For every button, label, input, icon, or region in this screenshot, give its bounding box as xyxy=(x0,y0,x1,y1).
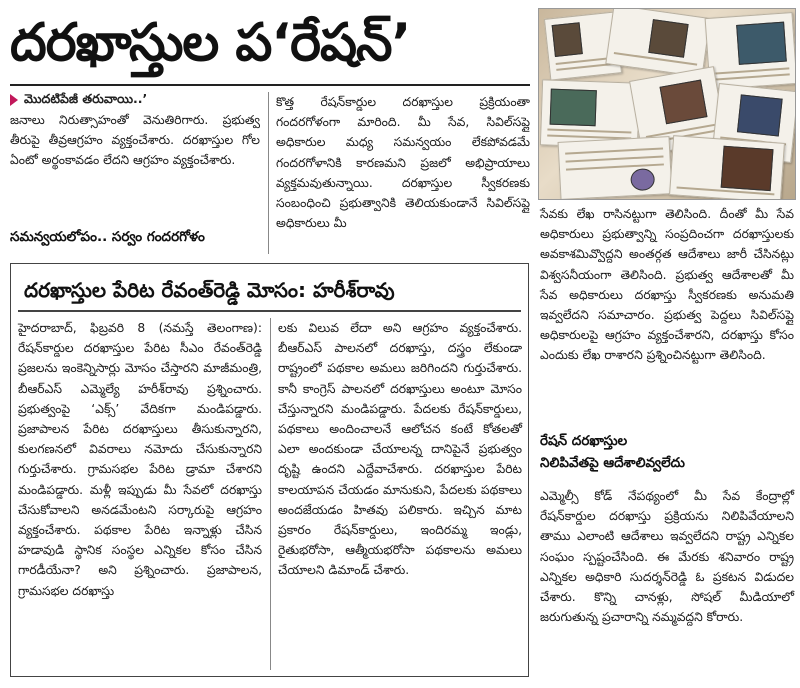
ration-cards-photo xyxy=(538,8,796,200)
subhead-no-orders: రేషన్ దరఖాస్తుల నిలిపివేతపై ఆదేశాలివ్వలేదు xyxy=(540,433,685,471)
triangle-bullet-icon xyxy=(10,94,18,106)
headline-quoted: ‘రేషన్’ xyxy=(271,13,411,73)
intro-column-2: కొత్త రేషన్‌కార్డుల దరఖాస్తుల ప్రక్రియంతా గందరగోళంగా మారింది. మీ సేవ, సివిల్‌సప్లై అధికారుల మధ్య సమన్వయం లేకపోవడమే గందరగోళానికి కారణమని ప్రజలో అభిప్రాయాలు వ్యక్తమవుతున్నాయి. దరఖాస్తుల స్వీకరణకు సంబంధించి ప్రభుత్వానికి తెలియకుండానే సివిల్‌సప్లై అధికారులు మీ xyxy=(276,95,530,231)
right-column-top: సేవకు లేఖ రాసినట్టుగా తెలిసింది. దీంతో మీ సేవ అధికారులు ప్రభుత్వాన్ని సంప్రదించగా దరఖాస్తులకు అవకాశమివ్వొద్దని అంతర్గత ఆదేశాలు జారీ చేసినట్లు విశ్వసనీయంగా తెలిసింది. ప్రభుత్వ ఆదేశాలతో మీ సేవ అధికారులు దరఖాస్తు స్వీకరణకు అనుమతి ఇవ్వలేదని సమాచారం. ప్రభుత్వ పెద్దలు సివిల్‌సప్లై అధికారులపై ఆగ్రహం వ్యక్తంచేశారని, దరఖాస్తు కోసం ఎందుకు లేఖ రాశారని ప్రశ్నించినట్టుగా తెలిసింది. xyxy=(540,207,794,363)
boxed-article-rule xyxy=(18,310,521,312)
boxed-column-divider xyxy=(270,318,271,670)
column-divider-1 xyxy=(268,92,269,254)
intro-column-1: జనాలు నిరుత్సాహంతో వెనుతిరిగారు. ప్రభుత్వ తీరుపై తీవ్రఆగ్రహం వ్యక్తంచేశారు. దరఖాస్తుల గోల ఏంటో అర్థంకావడం లేదని ఆగ్రహం వ్యక్తంచేశారు. xyxy=(10,113,260,168)
page-headline xyxy=(10,8,530,78)
headline-main: దరఖాస్తుల ప xyxy=(10,13,272,73)
boxed-article-headline: దరఖాస్తుల పేరిట రేవంత్‌రెడ్డి మోసం: హరీశ్‌రావు xyxy=(24,278,395,302)
card-3 xyxy=(705,12,796,90)
card-8 xyxy=(669,135,785,200)
boxed-article-column-2: లకు విలువ లేదా అని ఆగ్రహం వ్యక్తంచేశారు. బీఆర్‌ఎస్ పాలనలో దరఖాస్తు, దస్త్రం లేకుండా రాష్ట్రంలో పథకాల అమలు జరిగిందని గుర్తుచేశారు. కానీ కాంగ్రెస్ పాలనలో దరఖాస్తులు అంటూ మోసం చేస్తున్నారని మండిపడ్డారు. పేదలకు రేషన్‌కార్డులు, పథకాలు అందించాలనే ఆలోచన కంటే కోతలతో ఎలా అందకుండా చేయాలన్న దానిపైనే ప్రభుత్వం దృష్టి ఉందని ఎద్దేవాచేశారు. దరఖాస్తుల పేరిట కాలయాపన చేయడం మానుకుని, పేదలకు పథకాలు అందజేయడం హితవు పలికారు. ఇచ్చిన మాట ప్రకారం రేషన్‌కార్డులు, ఇందిరమ్మ ఇండ్లు, రైతుభరోసా, ఆత్మీయభరోసా పథకాలను అమలు చేయాలని డిమాండ్ చేశారు. xyxy=(278,321,522,578)
boxed-article-column-1: హైదరాబాద్, ఫిబ్రవరి 8 (నమస్తే తెలంగాణ): రేషన్‌కార్డుల దరఖాస్తుల పేరిట సీఎం రేవంత్‌రెడ్డి ప్రజలను ఇంకెన్నిసార్లు మోసం చేస్తారని మాజీమంత్రి, బీఆర్‌ఎస్ ఎమ్మెల్యే హరీశ్‌రావు ప్రశ్నించారు. ప్రభుత్వంపై ‘ఎక్స్’ వేదికగా మండిపడ్డారు. ప్రజాపాలన పేరిట దరఖాస్తులు తీసుకున్నారని, కులగణనలో వివరాలు నమోదు చేసుకున్నారని గుర్తుచేశారు. గ్రామసభల పేరిట డ్రామా చేశారని మండిపడ్డారు. మళ్లీ ఇప్పుడు మీ సేవలో దరఖాస్తు చేసుకోవాలని అనడమేంటని సర్కారుపై ఆగ్రహం వ్యక్తంచేశారు. పథకాల పేరిట ఇన్నాళ్లు చేసిన హడావుడి స్థానిక సంస్థల ఎన్నికల కోసం చేసిన గారడీయేనా? అని ప్రశ్నించారు. ప్రజాపాలన, గ్రామసభల దరఖాస్తు xyxy=(18,321,262,598)
continued-from-front-page: మొదటిపేజీ తరువాయి..’ xyxy=(10,90,147,108)
card-7 xyxy=(558,136,673,200)
right-column-bottom: ఎమ్మెల్సీ కోడ్ నేపథ్యంలో మీ సేవ కేంద్రాల్లో రేషన్‌కార్డుల దరఖాస్తు ప్రక్రియను నిలిపివేయాలని తాము ఎలాంటి ఆదేశాలు ఇవ్వలేదని రాష్ట్ర ఎన్నికల సంఘం స్పష్టంచేసింది. ఈ మేరకు శనివారం రాష్ట్ర ఎన్నికల అధికారి సుదర్శన్‌రెడ్డి ఓ ప్రకటన విడుదల చేశారు. కొన్ని చానళ్లు, సోషల్ మీడియాలో జరుగుతున్న ప్రచారాన్ని నమ్మవద్దని కోరారు. xyxy=(540,489,794,625)
subhead-coordination: సమన్వయలోపం.. సర్వం గందరగోళం xyxy=(10,229,205,245)
headline-rule xyxy=(10,84,530,86)
